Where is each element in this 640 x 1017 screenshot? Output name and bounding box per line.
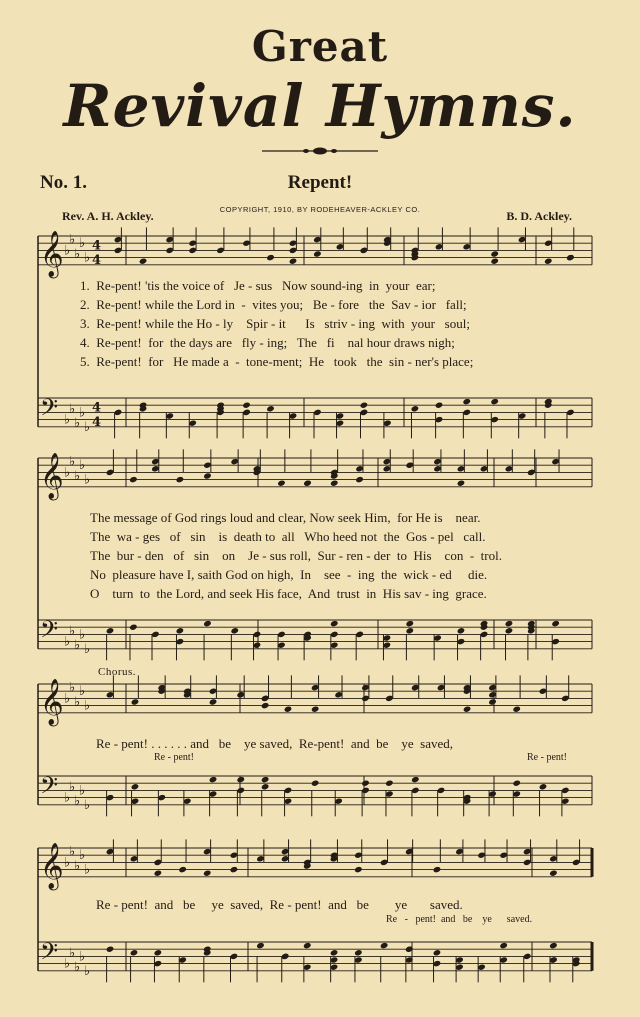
verse-line: The bur - den of sin on Je - sus roll, Sur - ren - der to His con - trol. [90, 548, 502, 563]
chorus-lyric-line: Re - pent! . . . . . . and be ye saved, Re-pent! and be ye saved, [96, 736, 454, 751]
note-head [512, 780, 521, 787]
chorus-lyric-line: Re - pent! and be ye saved, Re - pent! and be ye saved. [96, 897, 463, 912]
bass-clef-icon: 𝄢 [40, 615, 59, 649]
flat-icon: ♭ [74, 247, 81, 262]
treble-clef-icon: 𝄞 [40, 452, 64, 499]
bass-clef-icon: 𝄢 [40, 393, 59, 427]
note-head [256, 942, 265, 949]
note-head [176, 627, 185, 634]
flat-icon: ♭ [64, 465, 71, 481]
note-head [311, 780, 320, 787]
note-head [488, 698, 497, 705]
note-head [289, 258, 298, 265]
note-head [330, 620, 339, 627]
note-head [203, 620, 212, 627]
note-head [230, 627, 239, 634]
note-head [131, 698, 140, 705]
note-head [130, 949, 139, 956]
note-head [261, 783, 270, 790]
note-head [457, 627, 466, 634]
note-head [433, 866, 442, 873]
treble-clef-icon: 𝄞 [40, 230, 64, 277]
flat-icon: ♭ [74, 794, 81, 810]
note-head [303, 942, 312, 949]
flat-icon: ♭ [84, 797, 91, 813]
chorus-echo-lyric: Re - pent! [154, 752, 194, 763]
note-head [411, 405, 420, 412]
note-head [139, 258, 148, 265]
flat-icon: ♭ [64, 691, 71, 707]
flat-icon: ♭ [64, 956, 71, 972]
note-head [433, 949, 442, 956]
flat-icon: ♭ [64, 634, 71, 650]
flat-icon: ♭ [74, 859, 81, 874]
flat-icon: ♭ [64, 790, 71, 806]
note-head [385, 780, 394, 787]
note-head [277, 480, 286, 487]
note-head [490, 250, 499, 257]
flat-icon: ♭ [84, 419, 91, 435]
note-head [354, 866, 363, 873]
note-head [544, 258, 553, 265]
note-head [406, 627, 415, 634]
note-head [178, 866, 187, 873]
time-signature: 4 [92, 238, 102, 254]
note-head [330, 480, 339, 487]
note-head [313, 250, 322, 257]
note-head [261, 776, 270, 783]
note-head [311, 706, 320, 713]
flat-icon: ♭ [69, 232, 76, 248]
flat-icon: ♭ [84, 472, 91, 488]
note-head [129, 624, 138, 631]
book-title-line1: Great [251, 22, 389, 71]
hymn-number: No. 1. [40, 172, 87, 193]
note-head [512, 706, 521, 713]
note-head [303, 480, 312, 487]
verse-line: 1. Re-pent! 'tis the voice of Je - sus Now sound-ing in your ear; [80, 278, 436, 293]
note-head [284, 706, 293, 713]
note-head [566, 254, 575, 261]
flat-icon: ♭ [64, 855, 71, 871]
note-head [355, 476, 364, 483]
flat-icon: ♭ [69, 844, 76, 860]
flat-icon: ♭ [69, 945, 76, 961]
note-head [549, 942, 558, 949]
verse-line: No pleasure have I, saith God on high, In see - ing the wick - ed die. [90, 567, 488, 582]
note-head [203, 870, 212, 877]
flat-icon: ♭ [84, 698, 91, 714]
flat-icon: ♭ [79, 236, 86, 252]
lyricist-credit: Rev. A. H. Ackley. [62, 209, 154, 223]
note-head [209, 698, 218, 705]
note-head [154, 870, 163, 877]
flat-icon: ♭ [69, 680, 76, 696]
note-head [237, 776, 246, 783]
flat-icon: ♭ [74, 638, 81, 654]
flat-icon: ♭ [74, 469, 81, 484]
note-head [406, 620, 415, 627]
bass-clef-icon: 𝄢 [40, 937, 59, 971]
flat-icon: ♭ [69, 779, 76, 795]
composer-credit: B. D. Ackley. [506, 209, 572, 223]
note-head [131, 783, 140, 790]
flat-icon: ♭ [79, 848, 86, 864]
note-head [154, 949, 163, 956]
flat-icon: ♭ [74, 416, 81, 432]
note-head [490, 398, 499, 405]
verse-line: The wa - ges of sin is death to all Who heed not the Gos - pel call. [90, 529, 486, 544]
note-head [129, 476, 138, 483]
copyright-notice: COPYRIGHT, 1910, BY RODEHEAVER-ACKLEY CO. [219, 205, 421, 214]
time-signature: 4 [92, 414, 102, 430]
note-head [266, 254, 275, 261]
flat-icon: ♭ [79, 949, 86, 965]
note-head [330, 949, 339, 956]
note-head [360, 402, 369, 409]
note-head [499, 942, 508, 949]
flat-icon: ♭ [69, 454, 76, 470]
flat-icon: ♭ [79, 458, 86, 474]
hymn-title: Repent! [287, 172, 353, 193]
treble-clef-icon: 𝄞 [40, 678, 64, 725]
bass-clef-icon: 𝄢 [40, 771, 59, 805]
flat-icon: ♭ [74, 695, 81, 710]
flat-icon: ♭ [69, 623, 76, 639]
note-head [380, 942, 389, 949]
note-head [463, 706, 472, 713]
note-head [242, 402, 251, 409]
flat-icon: ♭ [74, 960, 81, 976]
chorus-label: Chorus. [98, 666, 137, 678]
note-head [261, 702, 270, 709]
flat-icon: ♭ [79, 783, 86, 799]
book-title-line2: Revival Hymns. [63, 72, 577, 140]
note-head [361, 780, 370, 787]
note-head [539, 783, 548, 790]
verse-line: 4. Re-pent! for the days are fly - ing; The fi nal hour draws nigh; [80, 335, 455, 350]
note-head [549, 870, 558, 877]
verse-line: O turn to the Lord, and seek His face, And trust in His sav - ing grace. [90, 586, 487, 601]
time-signature: 4 [92, 400, 102, 416]
note-head [490, 258, 499, 265]
chorus-echo-lyric: Re - pent! and be ye saved. [386, 914, 533, 925]
note-head [230, 866, 239, 873]
note-head [209, 776, 218, 783]
note-head [203, 472, 212, 479]
flat-icon: ♭ [64, 243, 71, 259]
note-head [551, 620, 560, 627]
flat-icon: ♭ [84, 641, 91, 657]
flat-icon: ♭ [84, 963, 91, 979]
verse-line: 3. Re-pent! while the Ho - ly Spir - it Is striv - ing with your soul; [80, 316, 470, 331]
verse-line: The message of God rings loud and clear, Now seek Him, for He is near. [90, 510, 481, 525]
note-head [106, 627, 115, 634]
treble-clef-icon: 𝄞 [40, 842, 64, 889]
flat-icon: ♭ [84, 250, 91, 266]
note-head [435, 402, 444, 409]
chorus-echo-lyric: Re - pent! [527, 752, 567, 763]
note-head [411, 776, 420, 783]
flat-icon: ♭ [84, 862, 91, 878]
note-head [457, 480, 466, 487]
note-head [505, 627, 514, 634]
flat-icon: ♭ [69, 401, 76, 417]
note-head [462, 398, 471, 405]
verse-line: 2. Re-pent! while the Lord in - vites you; Be - fore the Sav - ior fall; [80, 297, 467, 312]
note-head [106, 946, 115, 953]
time-signature: 4 [92, 252, 102, 268]
flat-icon: ♭ [79, 627, 86, 643]
note-head [505, 620, 514, 627]
note-head [354, 949, 363, 956]
flat-icon: ♭ [79, 684, 86, 700]
flat-icon: ♭ [64, 412, 71, 428]
verse-line: 5. Re-pent! for He made a - tone-ment; He took the sin - ner's place; [80, 354, 474, 369]
note-head [176, 476, 185, 483]
flat-icon: ♭ [79, 405, 86, 421]
note-head [266, 405, 275, 412]
